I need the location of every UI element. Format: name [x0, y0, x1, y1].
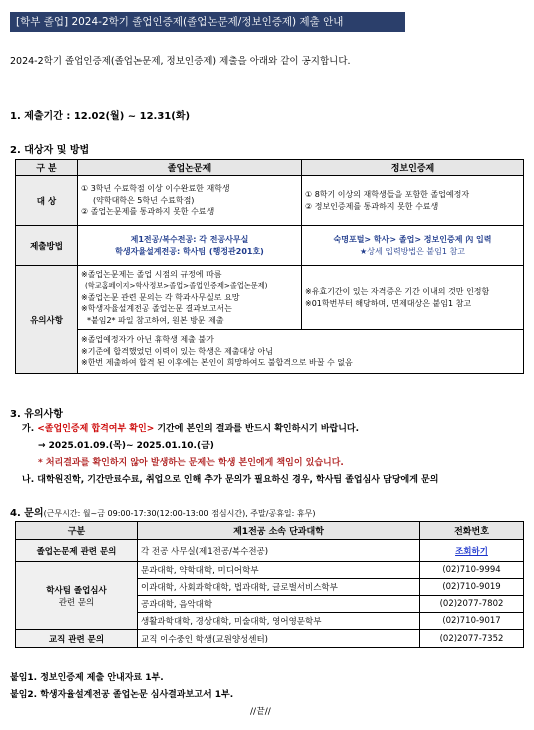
col-header-info: 정보인증제 — [302, 160, 524, 176]
target-thesis-line: ② 졸업논문제를 통과하지 못한 수료생 — [81, 207, 215, 217]
note-thesis-line: ※졸업논문 관련 문의는 각 학과사무실로 요망 — [81, 292, 240, 302]
section-2-heading: 2. 대상자 및 방법 — [10, 145, 90, 156]
note-common-line: ※한번 제출하여 합격 된 이후에는 본인이 희망하여도 불합격으로 바꿀 수 없음 — [81, 358, 353, 368]
teaching-inquiry-tel: (02)2077-7352 — [420, 630, 524, 648]
target-info-cell — [302, 176, 524, 226]
note-thesis-cell — [78, 266, 302, 330]
note-b: 나. 대학원진학, 기간만료수료, 취업으로 인해 추가 문의가 필요하신 경우, 학사팀 졸업심사 담당에게 문의 — [22, 475, 439, 485]
note-info-cell — [302, 266, 524, 330]
contact-col-category: 구분 — [16, 522, 138, 540]
note-common-line: ※기준에 합격했었던 이력이 있는 학생은 제출대상 아님 — [81, 346, 273, 356]
eligibility-table — [15, 159, 524, 374]
target-thesis-line: ① 3학년 수료학점 이상 이수완료한 재학생 — [81, 184, 230, 194]
row-label-target: 대 상 — [16, 176, 78, 226]
method-thesis-line: 학생자율설계전공: 학사팀 (행정관201호) — [115, 246, 264, 256]
target-thesis-line: (약학대학은 5학년 수료학점) — [93, 195, 195, 205]
section-4-title: 4. 문의 — [10, 508, 44, 519]
page-title: [학부 졸업] 2024-2학기 졸업인증제(졸업논문제/정보인증제) 제출 안내 — [10, 12, 405, 32]
note-a-highlight: <졸업인증제 합격여부 확인> — [37, 424, 155, 434]
thesis-inquiry-tel — [420, 540, 524, 562]
note-a-prefix: 가. — [22, 424, 38, 434]
academic-inquiry-label-line: 학사팀 졸업심사 — [46, 585, 107, 596]
row-label-method: 제출방법 — [16, 226, 78, 266]
note-thesis-line: ※학생자율설계전공 졸업논문 결과보고서는 — [81, 304, 232, 314]
academic-tel: (02)2077-7802 — [420, 596, 524, 613]
note-a — [22, 421, 359, 434]
method-thesis-cell — [78, 226, 302, 266]
end-mark: //끝// — [250, 707, 271, 717]
note-info-line: ※01학번부터 해당하며, 면제대상은 붙임1 참고 — [305, 298, 472, 308]
col-header-category: 구 분 — [16, 160, 78, 176]
academic-tel: (02)710-9994 — [420, 562, 524, 579]
note-a-period: → 2025.01.09.(목)~ 2025.01.10.(금) — [38, 441, 214, 451]
academic-dept: 공과대학, 음악대학 — [138, 596, 420, 613]
thesis-inquiry-label: 졸업논문제 관련 문의 — [16, 540, 138, 562]
note-common-line: ※졸업예정자가 아닌 휴학생 제출 불가 — [81, 335, 214, 345]
row-label-notes: 유의사항 — [16, 266, 78, 374]
target-info-line: ② 정보인증제를 통과하지 못한 수료생 — [305, 201, 439, 211]
col-header-thesis: 졸업논문제 — [78, 160, 302, 176]
lookup-link[interactable]: 조회하기 — [455, 546, 488, 557]
section-4-heading — [10, 504, 315, 519]
note-common-cell — [78, 330, 524, 374]
note-thesis-line: ※졸업논문제는 졸업 시점의 규정에 따름 — [81, 269, 222, 279]
note-info-line: ※유효기간이 있는 자격증은 기간 이내의 것만 인정함 — [305, 287, 490, 296]
academic-dept: 문과대학, 약학대학, 미디어학부 — [138, 562, 420, 579]
contact-table — [15, 521, 524, 648]
note-thesis-line: (학교홈페이지>학사정보>졸업>졸업인증제>졸업논문제) — [85, 281, 268, 291]
section-1-period: 1. 제출기간 : 12.02(월) ~ 12.31(화) — [10, 111, 191, 122]
attachment-2: 붙임2. 학생자율설계전공 졸업논문 심사결과보고서 1부. — [10, 690, 234, 700]
contact-col-college: 제1전공 소속 단과대학 — [138, 522, 420, 540]
method-info-note: ★상세 입력방법은 붙임1 참고 — [360, 246, 465, 256]
method-info-cell — [302, 226, 524, 266]
attachment-1: 붙임1. 정보인증제 제출 안내자료 1부. — [10, 673, 164, 683]
section-3-heading: 3. 유의사항 — [10, 409, 63, 420]
section-4-hours: (근무시간: 월~금 09:00-17:30(12:00-13:00 점심시간), 주말/공휴일: 휴무) — [43, 509, 316, 518]
academic-inquiry-label — [16, 562, 138, 630]
academic-tel: (02)710-9019 — [420, 579, 524, 596]
note-a-rest: 기간에 본인의 결과를 반드시 확인하시기 바랍니다. — [154, 424, 360, 434]
target-thesis-cell — [78, 176, 302, 226]
academic-tel: (02)710-9017 — [420, 613, 524, 630]
method-thesis-line: 제1전공/복수전공: 각 전공사무실 — [130, 235, 249, 244]
teaching-inquiry-dept: 교직 이수중인 학생(교원양성센터) — [138, 630, 420, 648]
note-a-warning: * 처리결과를 확인하지 않아 발생하는 문제는 학생 본인에게 책임이 있습니다. — [38, 458, 344, 468]
academic-inquiry-label-line: 관련 문의 — [58, 597, 95, 608]
thesis-inquiry-dept: 각 전공 사무실(제1전공/복수전공) — [138, 540, 420, 562]
teaching-inquiry-label: 교직 관련 문의 — [16, 630, 138, 648]
note-thesis-line: *붙임2* 파일 참고하여, 원본 방문 제출 — [87, 315, 224, 325]
contact-col-phone: 전화번호 — [420, 522, 524, 540]
intro-text: 2024-2학기 졸업인증제(졸업논문제, 정보인증제) 제출을 아래와 같이 공지합니다. — [10, 56, 351, 67]
method-info-path: 숙명포털> 학사> 졸업> 정보인증제 內 입력 — [333, 235, 492, 244]
academic-dept: 생활과학대학, 경상대학, 미술대학, 영어영문학부 — [138, 613, 420, 630]
target-info-line: ① 8학기 이상의 재학생들을 포함한 졸업예정자 — [305, 190, 470, 199]
academic-dept: 이과대학, 사회과학대학, 법과대학, 글로벌서비스학부 — [138, 579, 420, 596]
